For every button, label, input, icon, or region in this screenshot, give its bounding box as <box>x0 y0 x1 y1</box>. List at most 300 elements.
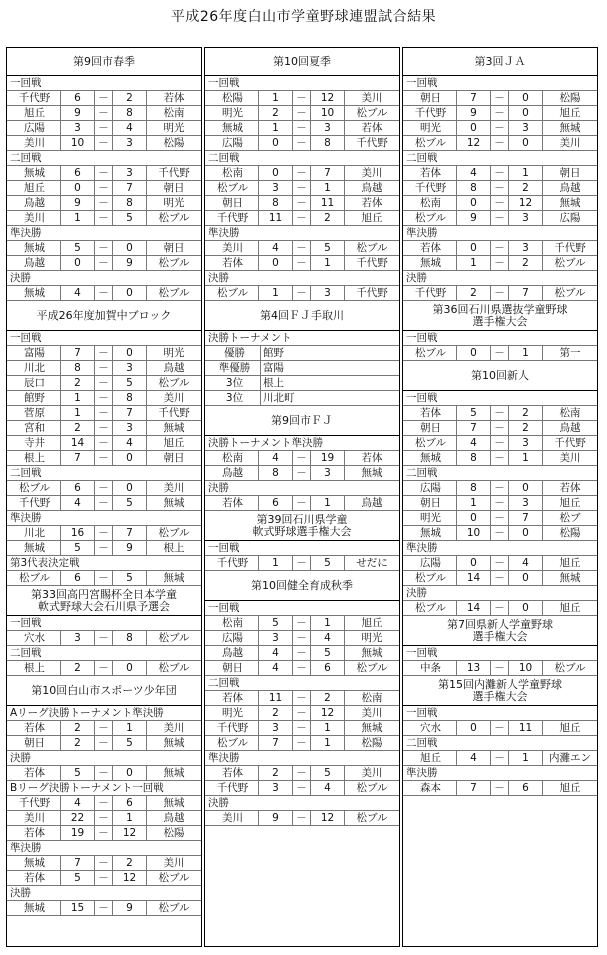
round-label: Aリーグ決勝トーナメント準決勝 <box>7 706 201 721</box>
score-home: 2 <box>457 286 491 300</box>
score-home: 0 <box>457 121 491 135</box>
score-dash: － <box>293 451 311 465</box>
score-dash: － <box>95 391 113 405</box>
round-label: 準決勝 <box>7 511 201 526</box>
team-away: 松南 <box>163 107 185 119</box>
round-label: 準決勝 <box>403 541 597 556</box>
score-home: 0 <box>61 181 95 195</box>
score-away: 7 <box>509 511 543 525</box>
round-label: 決勝トーナメント <box>205 331 399 346</box>
score-dash: － <box>293 646 311 660</box>
team-home: 若体 <box>9 826 61 840</box>
team-away: 美川 <box>361 92 383 104</box>
round-label: 一回戦 <box>403 76 597 91</box>
tournament-heading-line: 第3回ＪＡ <box>474 54 526 68</box>
score-away: 1 <box>311 721 345 735</box>
score-home: 2 <box>259 706 293 720</box>
team-home: 旭丘 <box>9 106 61 120</box>
round-label: 決勝 <box>7 271 201 286</box>
team-home: 無城 <box>405 526 457 540</box>
tournament-heading-line: 第10回新人 <box>471 368 529 382</box>
score-dash: － <box>95 481 113 495</box>
tournament-heading <box>403 301 597 331</box>
ranking-team: 川北町 <box>263 392 295 404</box>
score-home: 11 <box>259 211 293 225</box>
team-away: 若体 <box>361 452 383 464</box>
match-row <box>205 496 399 511</box>
match-row <box>403 556 597 571</box>
ranking-team: 根上 <box>263 377 284 389</box>
team-home: 無城 <box>9 166 61 180</box>
team-home: 千代野 <box>9 796 61 810</box>
score-dash: － <box>293 736 311 750</box>
team-home: 鳥越 <box>9 196 61 210</box>
score-dash: － <box>95 631 113 645</box>
team-home: 若体 <box>405 241 457 255</box>
team-home: 宮和 <box>9 421 61 435</box>
score-dash: － <box>491 496 509 510</box>
match-row <box>403 196 597 211</box>
team-home: 松南 <box>207 616 259 630</box>
score-away: 0 <box>113 481 147 495</box>
team-away: 松ブル <box>554 257 586 269</box>
round-label: 二回戦 <box>205 151 399 166</box>
tournament-heading <box>205 511 399 541</box>
match-row <box>403 601 597 616</box>
score-dash: － <box>293 166 311 180</box>
tournament-heading <box>205 48 399 76</box>
round-label: Bリーグ決勝トーナメント一回戦 <box>7 781 201 796</box>
team-home: 美川 <box>9 136 61 150</box>
round-label: 決勝トーナメント準決勝 <box>205 436 399 451</box>
score-home: 10 <box>457 526 491 540</box>
score-home: 0 <box>457 346 491 360</box>
team-home: 広陽 <box>405 481 457 495</box>
score-home: 7 <box>61 346 95 360</box>
team-away: 内灘エン <box>549 752 591 764</box>
team-away: 無城 <box>361 467 383 479</box>
team-home: 穴水 <box>405 721 457 735</box>
team-away: 鳥越 <box>361 182 383 194</box>
team-home: 辰口 <box>9 376 61 390</box>
score-dash: － <box>95 376 113 390</box>
score-away: 8 <box>311 136 345 150</box>
team-away: 鳥越 <box>361 497 383 509</box>
score-home: 0 <box>259 166 293 180</box>
score-home: 19 <box>61 826 95 840</box>
score-home: 1 <box>61 391 95 405</box>
match-row <box>403 571 597 586</box>
score-dash: － <box>491 421 509 435</box>
match-row <box>205 166 399 181</box>
score-away: 3 <box>113 361 147 375</box>
team-home: 千代野 <box>405 106 457 120</box>
score-dash: － <box>293 781 311 795</box>
score-home: 4 <box>259 646 293 660</box>
tournament-heading <box>7 301 201 331</box>
team-home: 松南 <box>207 451 259 465</box>
match-row <box>205 616 399 631</box>
team-away: 美川 <box>163 857 185 869</box>
match-row <box>7 91 201 106</box>
team-home: 富陽 <box>9 346 61 360</box>
score-dash: － <box>293 811 311 825</box>
team-away: 無城 <box>559 572 581 584</box>
score-away: 1 <box>311 496 345 510</box>
ranking-place: 3位 <box>209 376 261 390</box>
score-away: 9 <box>113 256 147 270</box>
match-row <box>205 811 399 826</box>
team-home: 無城 <box>9 901 61 915</box>
team-away: 根上 <box>163 542 185 554</box>
match-row <box>7 406 201 421</box>
results-column-middle <box>204 47 400 947</box>
round-label: 一回戦 <box>205 541 399 556</box>
score-home: 0 <box>457 556 491 570</box>
team-home: 朝日 <box>405 421 457 435</box>
team-home: 朝日 <box>405 496 457 510</box>
team-home: 朝日 <box>207 196 259 210</box>
tournament-heading <box>403 676 597 706</box>
score-away: 0 <box>509 106 543 120</box>
round-label: 決勝 <box>7 886 201 901</box>
score-home: 8 <box>259 196 293 210</box>
score-away: 2 <box>509 181 543 195</box>
match-row <box>7 901 201 916</box>
match-row <box>403 406 597 421</box>
team-away: 松ブル <box>158 377 190 389</box>
score-away: 3 <box>113 136 147 150</box>
team-home: 鳥越 <box>207 466 259 480</box>
team-home: 松ブル <box>405 436 457 450</box>
score-away: 5 <box>311 556 345 570</box>
score-dash: － <box>293 691 311 705</box>
score-away: 0 <box>113 241 147 255</box>
page-title: 平成26年度白山市学童野球連盟試合結果 <box>170 9 437 25</box>
match-row <box>7 121 201 136</box>
team-home: 千代野 <box>207 211 259 225</box>
score-away: 12 <box>509 196 543 210</box>
score-away: 5 <box>113 211 147 225</box>
team-away: 美川 <box>559 137 581 149</box>
score-home: 8 <box>61 361 95 375</box>
team-home: 無城 <box>207 121 259 135</box>
team-away: 松ブル <box>356 242 388 254</box>
score-dash: － <box>95 826 113 840</box>
score-away: 0 <box>113 661 147 675</box>
score-away: 0 <box>509 601 543 615</box>
team-home: 無城 <box>9 856 61 870</box>
score-home: 6 <box>259 496 293 510</box>
score-home: 7 <box>457 421 491 435</box>
score-home: 8 <box>457 451 491 465</box>
match-row <box>403 346 597 361</box>
score-dash: － <box>293 211 311 225</box>
score-home: 0 <box>259 136 293 150</box>
tournament-heading-line: 第36回石川県選抜学童野球 <box>432 302 568 316</box>
score-dash: － <box>95 421 113 435</box>
score-home: 4 <box>259 661 293 675</box>
team-home: 松ブル <box>9 571 61 585</box>
match-row <box>7 541 201 556</box>
score-dash: － <box>95 181 113 195</box>
score-away: 0 <box>509 136 543 150</box>
team-away: 松ブル <box>158 212 190 224</box>
score-away: 8 <box>113 631 147 645</box>
score-home: 8 <box>457 181 491 195</box>
score-away: 8 <box>113 391 147 405</box>
tournament-heading-line: 第39回石川県学童 <box>256 512 348 526</box>
score-home: 5 <box>61 871 95 885</box>
team-away: 松陽 <box>163 827 185 839</box>
score-away: 4 <box>113 121 147 135</box>
team-home: 川北 <box>9 361 61 375</box>
match-row <box>205 91 399 106</box>
match-row <box>205 106 399 121</box>
team-away: 千代野 <box>356 137 388 149</box>
match-row <box>7 211 201 226</box>
score-dash: － <box>95 496 113 510</box>
score-away: 3 <box>311 286 345 300</box>
score-home: 8 <box>259 466 293 480</box>
score-home: 1 <box>457 496 491 510</box>
score-away: 3 <box>311 121 345 135</box>
team-home: 旭丘 <box>9 181 61 195</box>
score-dash: － <box>491 121 509 135</box>
team-away: 無城 <box>163 422 185 434</box>
round-label: 二回戦 <box>205 676 399 691</box>
score-dash: － <box>95 166 113 180</box>
team-home: 千代野 <box>9 496 61 510</box>
score-away: 2 <box>509 406 543 420</box>
score-dash: － <box>491 181 509 195</box>
score-home: 2 <box>61 721 95 735</box>
team-away: 旭丘 <box>559 602 581 614</box>
team-away: 千代野 <box>554 242 586 254</box>
match-row <box>205 661 399 676</box>
tournament-heading-line: 選手権大会 <box>472 689 528 703</box>
score-away: 0 <box>509 91 543 105</box>
score-home: 8 <box>457 481 491 495</box>
team-home: 鳥越 <box>9 256 61 270</box>
team-home: 明光 <box>207 106 259 120</box>
match-row <box>403 526 597 541</box>
tournament-heading <box>205 571 399 601</box>
score-dash: － <box>293 106 311 120</box>
team-away: 旭丘 <box>559 722 581 734</box>
ranking-place: 優勝 <box>209 346 261 360</box>
score-dash: － <box>293 91 311 105</box>
score-dash: － <box>491 106 509 120</box>
team-away: 美川 <box>559 452 581 464</box>
match-row <box>205 256 399 271</box>
round-label: 一回戦 <box>205 601 399 616</box>
score-dash: － <box>95 91 113 105</box>
match-row <box>7 571 201 586</box>
match-row <box>205 241 399 256</box>
score-dash: － <box>95 901 113 915</box>
team-away: 松南 <box>361 692 383 704</box>
score-dash: － <box>491 286 509 300</box>
score-dash: － <box>95 106 113 120</box>
score-home: 6 <box>61 571 95 585</box>
score-dash: － <box>95 136 113 150</box>
match-row <box>7 256 201 271</box>
match-row <box>7 481 201 496</box>
score-home: 14 <box>61 436 95 450</box>
round-label: 一回戦 <box>403 331 597 346</box>
score-away: 7 <box>311 166 345 180</box>
score-away: 7 <box>509 286 543 300</box>
team-home: 中条 <box>405 661 457 675</box>
match-row <box>403 106 597 121</box>
tournament-heading-line: 第10回健全育成秋季 <box>251 578 353 592</box>
team-home: 千代野 <box>9 91 61 105</box>
score-away: 5 <box>113 736 147 750</box>
score-home: 5 <box>61 541 95 555</box>
score-away: 1 <box>509 751 543 765</box>
round-label: 一回戦 <box>403 391 597 406</box>
score-home: 11 <box>259 691 293 705</box>
score-home: 2 <box>61 376 95 390</box>
team-home: 美川 <box>9 211 61 225</box>
team-away: 松ブル <box>158 632 190 644</box>
round-label: 準決勝 <box>403 226 597 241</box>
score-dash: － <box>95 721 113 735</box>
team-away: 旭丘 <box>559 782 581 794</box>
team-home: 若体 <box>9 871 61 885</box>
team-home: 若体 <box>207 691 259 705</box>
score-away: 1 <box>311 616 345 630</box>
team-home: 美川 <box>207 811 259 825</box>
match-row <box>7 871 201 886</box>
team-home: 朝日 <box>405 91 457 105</box>
match-row <box>7 661 201 676</box>
score-dash: － <box>491 451 509 465</box>
team-home: 朝日 <box>207 661 259 675</box>
score-home: 1 <box>61 406 95 420</box>
match-row <box>7 736 201 751</box>
match-row <box>205 736 399 751</box>
team-away: 旭丘 <box>163 437 185 449</box>
match-row <box>7 376 201 391</box>
team-home: 広陽 <box>207 631 259 645</box>
team-away: 明光 <box>163 122 185 134</box>
score-home: 5 <box>457 406 491 420</box>
match-row <box>205 706 399 721</box>
round-label: 二回戦 <box>7 466 201 481</box>
score-home: 0 <box>457 241 491 255</box>
score-home: 4 <box>259 241 293 255</box>
score-home: 3 <box>259 721 293 735</box>
round-label: 準決勝 <box>7 226 201 241</box>
match-row <box>403 721 597 736</box>
team-home: 松ブル <box>405 601 457 615</box>
match-row <box>7 826 201 841</box>
score-home: 7 <box>259 736 293 750</box>
score-away: 2 <box>311 211 345 225</box>
team-away: 無城 <box>163 572 185 584</box>
score-home: 22 <box>61 811 95 825</box>
score-away: 7 <box>113 526 147 540</box>
team-home: 松ブル <box>405 346 457 360</box>
team-home: 広陽 <box>207 136 259 150</box>
team-home: 美川 <box>207 241 259 255</box>
team-home: 若体 <box>405 166 457 180</box>
results-column-left <box>6 47 202 947</box>
team-home: 松ブル <box>207 736 259 750</box>
score-away: 0 <box>113 766 147 780</box>
score-dash: － <box>293 631 311 645</box>
team-away: 広陽 <box>559 212 581 224</box>
score-home: 5 <box>259 616 293 630</box>
team-away: 無城 <box>361 647 383 659</box>
round-label: 二回戦 <box>7 646 201 661</box>
score-away: 6 <box>509 781 543 795</box>
tournament-heading-line: 第4回ＦＪ手取川 <box>260 308 344 322</box>
team-home: 明光 <box>207 706 259 720</box>
team-home: 松南 <box>207 166 259 180</box>
tournament-heading-line: 第10回夏季 <box>273 54 331 68</box>
score-away: 7 <box>113 181 147 195</box>
score-away: 3 <box>311 466 345 480</box>
match-row <box>205 451 399 466</box>
score-away: 0 <box>509 481 543 495</box>
score-dash: － <box>491 436 509 450</box>
score-dash: － <box>491 661 509 675</box>
team-away: 明光 <box>163 197 185 209</box>
team-home: 松陽 <box>207 91 259 105</box>
score-home: 5 <box>61 766 95 780</box>
team-away: 旭丘 <box>559 557 581 569</box>
score-away: 19 <box>311 451 345 465</box>
match-row <box>7 241 201 256</box>
score-dash: － <box>95 856 113 870</box>
score-away: 1 <box>311 256 345 270</box>
round-label: 準決勝 <box>403 766 597 781</box>
match-row <box>7 856 201 871</box>
score-home: 1 <box>259 91 293 105</box>
tournament-heading <box>403 361 597 391</box>
team-home: 無城 <box>9 241 61 255</box>
tournament-heading-line: 軟式野球選手権大会 <box>252 524 352 538</box>
score-dash: － <box>491 91 509 105</box>
score-home: 9 <box>259 811 293 825</box>
team-home: 森本 <box>405 781 457 795</box>
score-dash: － <box>293 241 311 255</box>
score-away: 8 <box>113 196 147 210</box>
team-home: 千代野 <box>207 556 259 570</box>
match-row <box>205 556 399 571</box>
score-dash: － <box>95 361 113 375</box>
team-home: 松南 <box>405 196 457 210</box>
score-dash: － <box>491 751 509 765</box>
round-label: 二回戦 <box>403 736 597 751</box>
score-dash: － <box>95 211 113 225</box>
team-away: 千代野 <box>554 437 586 449</box>
score-dash: － <box>491 511 509 525</box>
round-label: 一回戦 <box>7 331 201 346</box>
team-away: 美川 <box>163 722 185 734</box>
team-home: 松ブル <box>405 136 457 150</box>
team-away: 千代野 <box>158 407 190 419</box>
score-dash: － <box>293 196 311 210</box>
score-dash: － <box>293 661 311 675</box>
match-row <box>7 766 201 781</box>
match-row <box>7 451 201 466</box>
tournament-heading-line: 選手権大会 <box>472 314 528 328</box>
team-away: 無城 <box>163 497 185 509</box>
